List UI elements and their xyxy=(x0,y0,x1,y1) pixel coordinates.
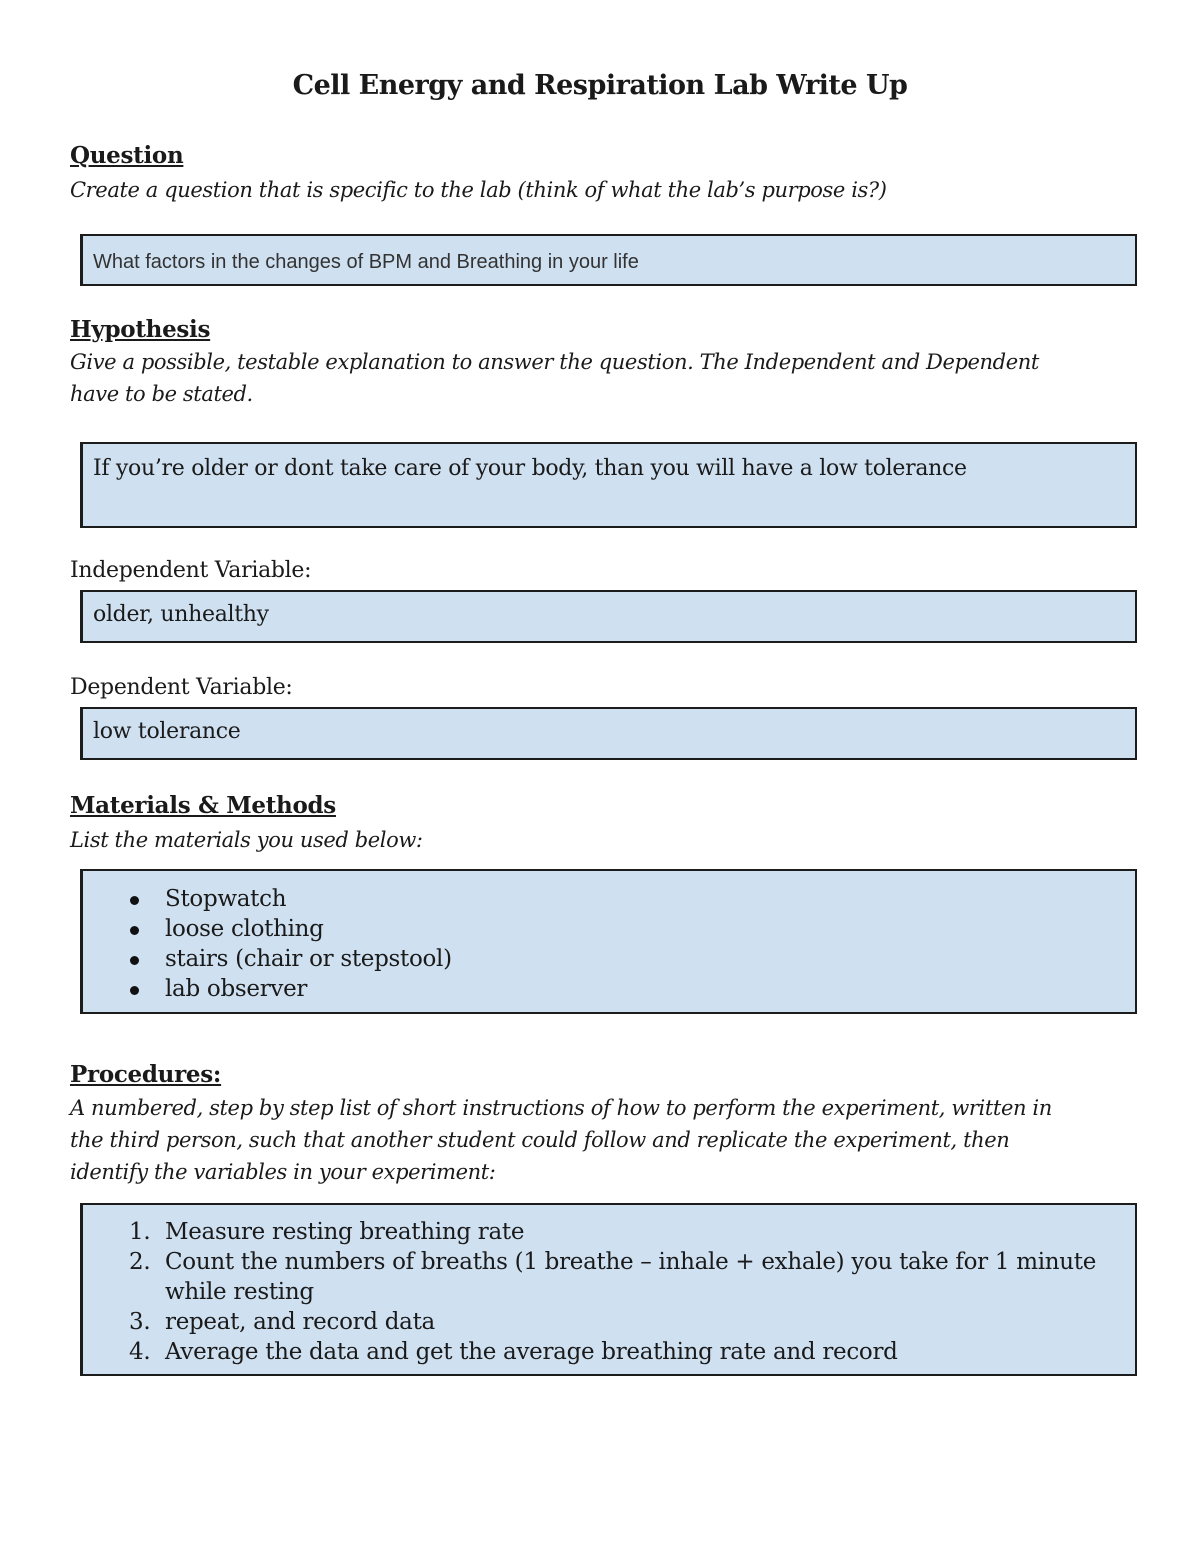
bullet-icon xyxy=(130,896,139,905)
independent-variable-text: older, unhealthy xyxy=(93,602,269,627)
procedures-instructions-line2: the third person, such that another student could follow and replicate the experiment, then xyxy=(70,1128,1010,1152)
dependent-variable-text: low tolerance xyxy=(93,719,241,744)
procedures-instructions xyxy=(70,1092,1130,1188)
materials-heading: Materials & Methods xyxy=(70,792,336,819)
materials-instructions: List the materials you used below: xyxy=(70,828,423,852)
procedures-heading: Procedures: xyxy=(70,1061,222,1088)
bullet-icon xyxy=(130,986,139,995)
list-item: 3. repeat, and record data xyxy=(129,1309,435,1335)
hypothesis-instructions-line2: have to be stated. xyxy=(70,382,253,406)
independent-variable-box[interactable] xyxy=(80,590,1137,643)
question-heading: Question xyxy=(70,142,184,169)
procedures-list xyxy=(83,1217,1096,1367)
procedures-box[interactable] xyxy=(80,1203,1137,1376)
question-answer-box[interactable] xyxy=(80,234,1137,286)
bullet-icon xyxy=(130,926,139,935)
list-item: 1. Measure resting breathing rate xyxy=(129,1219,525,1245)
hypothesis-heading: Hypothesis xyxy=(70,316,211,343)
dependent-variable-label: Dependent Variable: xyxy=(70,675,293,700)
hypothesis-instructions xyxy=(70,346,1130,410)
list-item: 2. Count the numbers of breaths (1 breathe – inhale + exhale) you take for 1 minute while resting xyxy=(129,1249,1097,1305)
procedures-instructions-line3: identify the variables in your experiment: xyxy=(70,1160,496,1184)
dependent-variable-box[interactable] xyxy=(80,707,1137,760)
question-instructions: Create a question that is specific to the lab (think of what the lab’s purpose is?) xyxy=(70,178,887,202)
hypothesis-answer-box[interactable] xyxy=(80,442,1137,528)
hypothesis-answer-text: If you’re older or dont take care of your body, than you will have a low tolerance xyxy=(93,456,967,481)
materials-box[interactable]: Stopwatch loose clothing stairs (chair or stepstool) lab observer xyxy=(80,869,1137,1014)
procedures-instructions-line1: A numbered, step by step list of short instructions of how to perform the experiment, written in xyxy=(70,1096,1052,1120)
page-title: Cell Energy and Respiration Lab Write Up xyxy=(292,70,908,101)
hypothesis-instructions-line1: Give a possible, testable explanation to answer the question. The Independent and Dependent xyxy=(70,350,1039,374)
bullet-icon xyxy=(130,956,139,965)
question-answer-text: What factors in the changes of BPM and Breathing in your life xyxy=(93,251,639,273)
independent-variable-label: Independent Variable: xyxy=(70,558,312,583)
list-item: 4. Average the data and get the average breathing rate and record xyxy=(129,1339,898,1365)
